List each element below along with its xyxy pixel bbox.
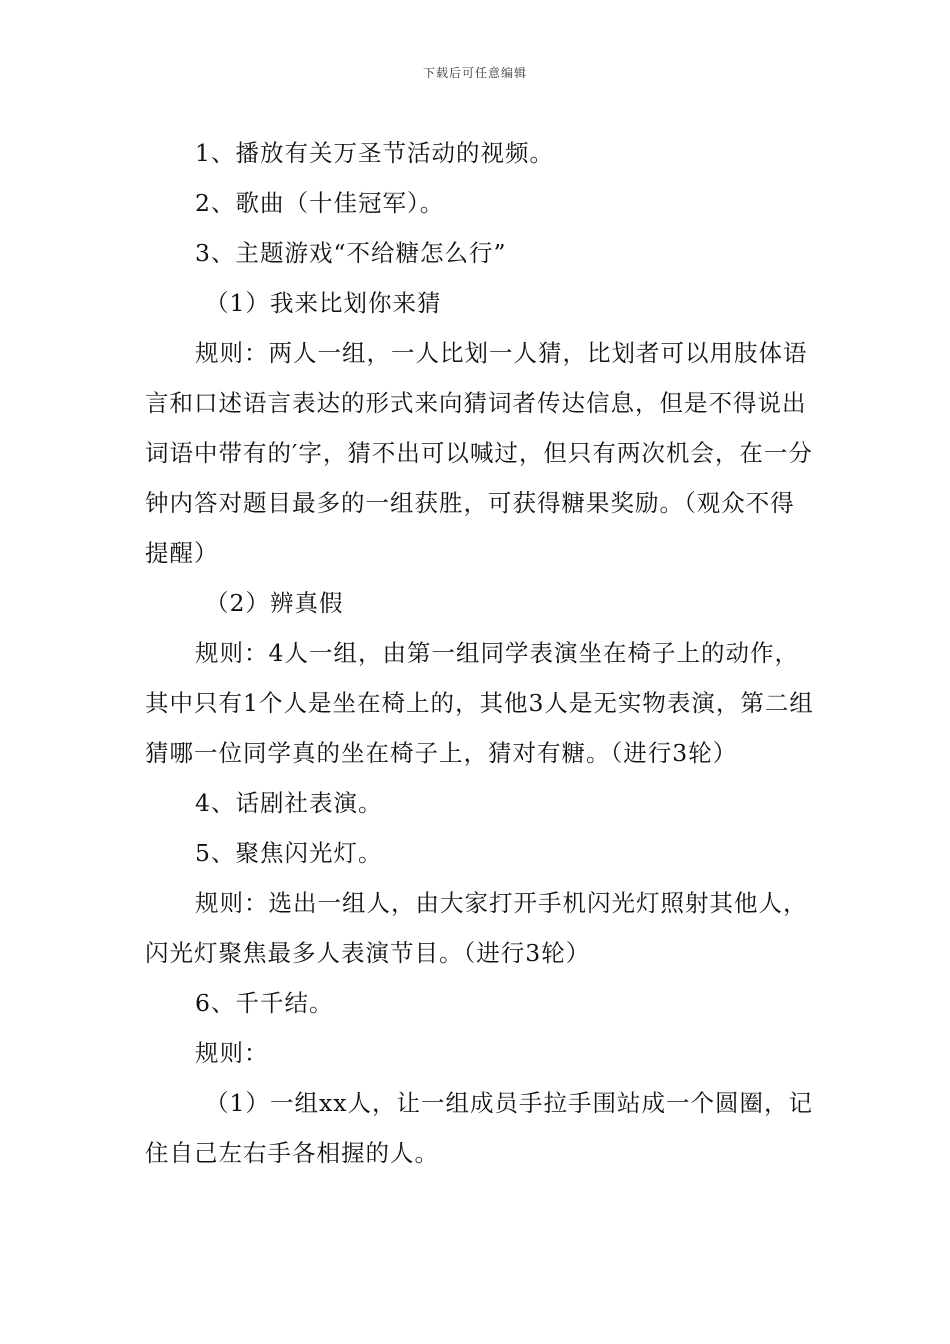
item-1-play-video: 1、播放有关万圣节活动的视频。: [195, 139, 554, 167]
item-5-flashlight: 5、聚焦闪光灯。: [195, 839, 383, 867]
item-6-knot: 6、千千结。: [195, 989, 334, 1017]
game-2-title: （2）辨真假: [205, 589, 344, 617]
item-4-drama: 4、话剧社表演。: [195, 789, 383, 817]
game-1-title: （1）我来比划你来猜: [205, 289, 442, 317]
game-1-rules: 规则：两人一组，一人比划一人猜，比划者可以用肢体语言和口述语言表达的形式来向猜词者传达信息，但是不得说出词语中带有的′字，猜不出可以喊过，但只有两次机会，在一分钟内答对题目最多的一组获胜，可获得糖果奖励。（观众不得提醒）: [145, 339, 813, 567]
item-6-rule-1: （1）一组xx人，让一组成员手拉手围站成一个圆圈，记住自己左右手各相握的人。: [145, 1089, 813, 1167]
page-header-note: 下载后可任意编辑: [422, 66, 527, 80]
item-3-theme-game: 3、主题游戏“不给糖怎么行”: [195, 239, 507, 267]
document-body: [145, 128, 815, 1178]
game-2-rules: 规则：4人一组，由第一组同学表演坐在椅子上的动作，其中只有1个人是坐在椅上的，其他3人是无实物表演，第二组猜哪一位同学真的坐在椅子上，猜对有糖。（进行3轮）: [145, 639, 814, 767]
item-5-rules: 规则：选出一组人，由大家打开手机闪光灯照射其他人，闪光灯聚焦最多人表演节目。（进行3轮）: [145, 889, 808, 967]
item-6-rules-label: 规则：: [195, 1039, 269, 1067]
item-2-song: 2、歌曲（十佳冠军）。: [195, 189, 445, 217]
